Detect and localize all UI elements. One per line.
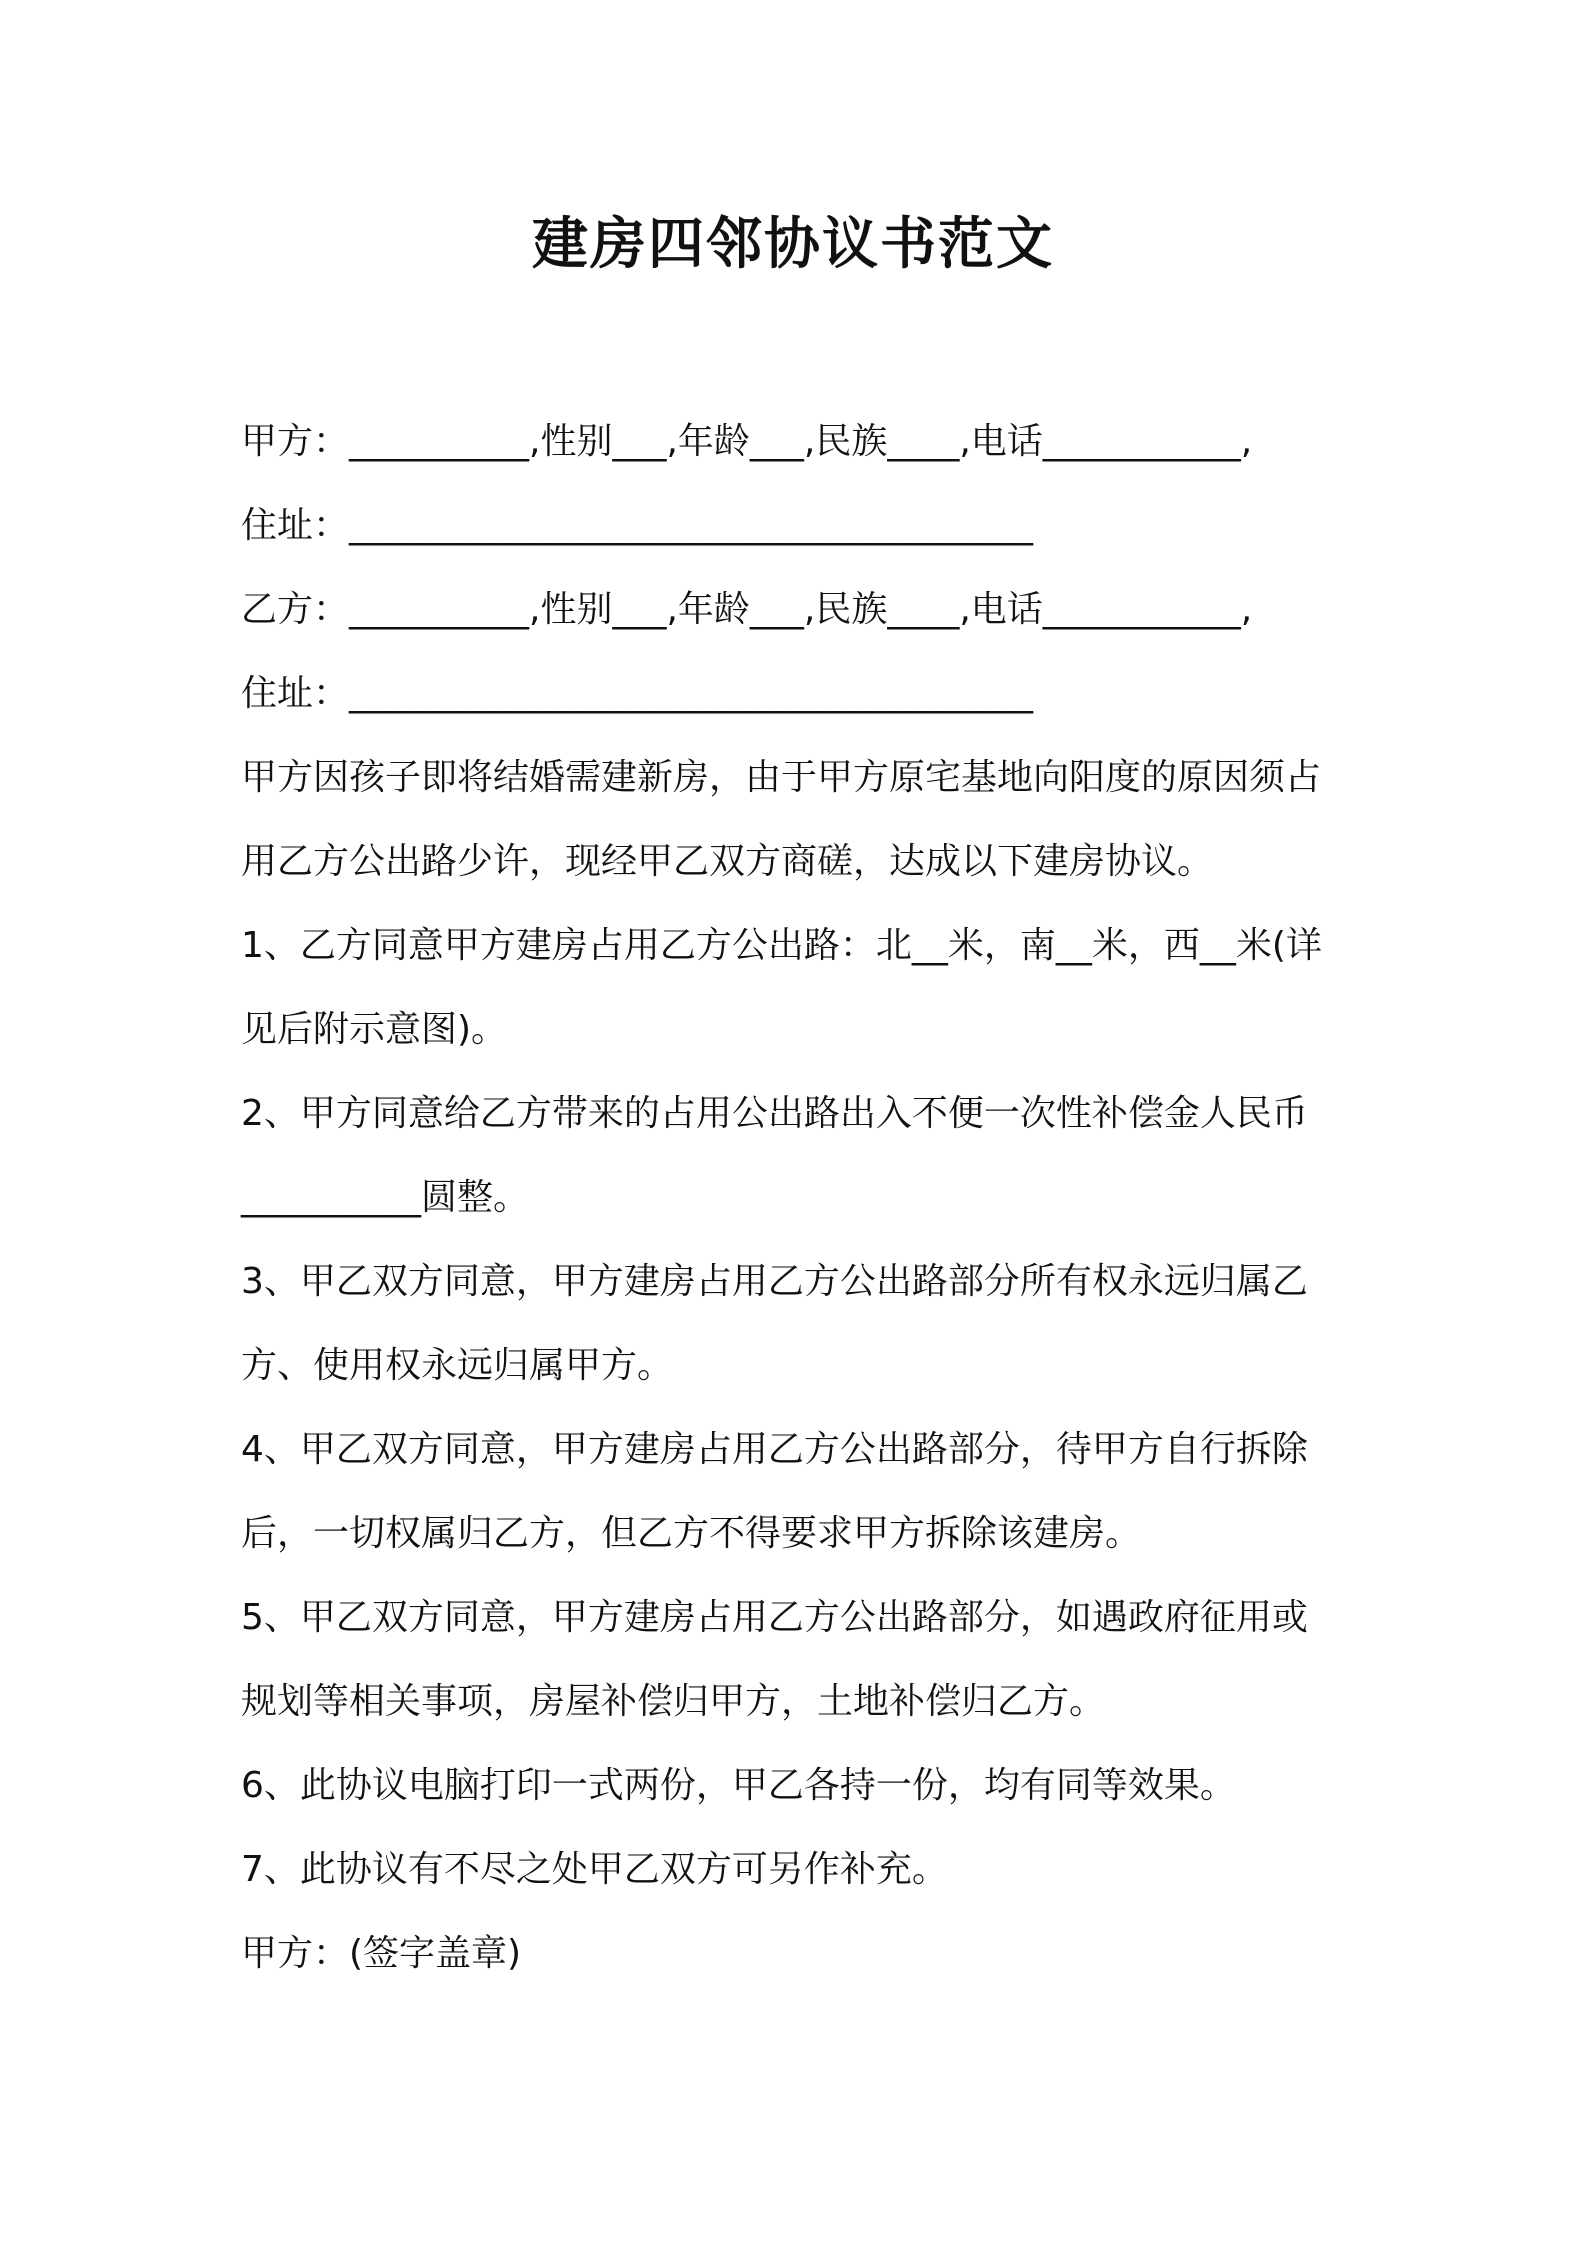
clause-3-line-2: 方、使用权永远归属甲方。 (241, 1345, 674, 1386)
party-a-address-line: 住址：______________________________________ (241, 505, 1034, 546)
clause-7-line: 7、此协议有不尽之处甲乙双方可另作补充。 (241, 1849, 948, 1890)
party-b-address-line: 住址：______________________________________ (241, 673, 1034, 714)
preamble-line-1: 甲方因孩子即将结婚需建新房，由于甲方原宅基地向阳度的原因须占 (241, 757, 1322, 798)
clause-1-line-2: 见后附示意图)。 (241, 1009, 508, 1050)
clause-4-line-2: 后，一切权属归乙方，但乙方不得要求甲方拆除该建房。 (241, 1513, 1142, 1554)
clause-2-line-2: __________圆整。 (241, 1177, 530, 1218)
clause-1-line-1: 1、乙方同意甲方建房占用乙方公出路：北__米，南__米，西__米(详 (241, 925, 1322, 966)
party-b-info-line: 乙方：__________,性别___,年龄___,民族____,电话___________, (241, 589, 1253, 630)
clause-6-line: 6、此协议电脑打印一式两份，甲乙各持一份，均有同等效果。 (241, 1765, 1236, 1806)
document-title: 建房四邻协议书范文 (532, 212, 1054, 277)
preamble-line-2: 用乙方公出路少许，现经甲乙双方商磋，达成以下建房协议。 (241, 841, 1214, 882)
party-a-info-line: 甲方：__________,性别___,年龄___,民族____,电话___________, (241, 421, 1253, 462)
clause-2-line-1: 2、甲方同意给乙方带来的占用公出路出入不便一次性补偿金人民币 (241, 1093, 1308, 1134)
clause-4-line-1: 4、甲乙双方同意，甲方建房占用乙方公出路部分，待甲方自行拆除 (241, 1429, 1308, 1470)
clause-5-line-1: 5、甲乙双方同意，甲方建房占用乙方公出路部分，如遇政府征用或 (241, 1597, 1308, 1638)
clause-5-line-2: 规划等相关事项，房屋补偿归甲方，土地补偿归乙方。 (241, 1681, 1106, 1722)
clause-3-line-1: 3、甲乙双方同意，甲方建房占用乙方公出路部分所有权永远归属乙 (241, 1261, 1308, 1302)
party-a-signature-line: 甲方：(签字盖章) (241, 1933, 522, 1974)
document-body (241, 400, 1361, 1996)
